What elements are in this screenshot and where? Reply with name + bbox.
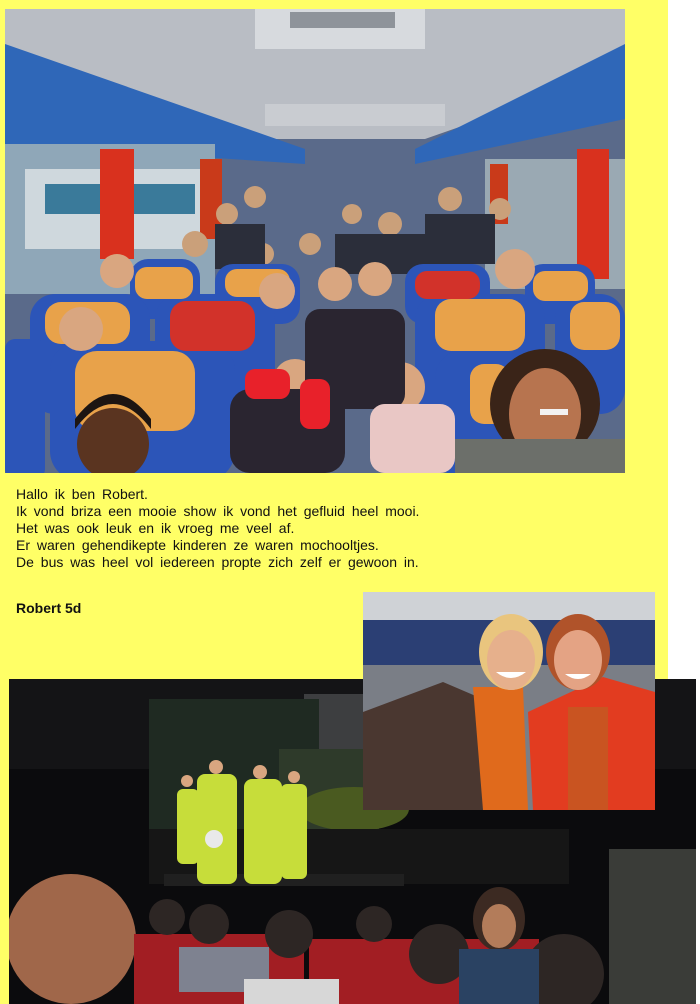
bus-interior-photo — [5, 9, 625, 473]
article-text — [16, 486, 576, 571]
article-line-2: Ik vond briza een mooie show ik vond het gefluid heel mooi. — [16, 503, 420, 519]
signature: Robert 5d — [16, 600, 82, 616]
article-line-3: Het was ook leuk en ik vroeg me veel af. — [16, 520, 295, 536]
article-line-1: Hallo ik ben Robert. — [16, 486, 148, 502]
article-line-4: Er waren gehendikepte kinderen ze waren mochooltjes. — [16, 537, 379, 553]
article-line-5: De bus was heel vol iedereen propte zich zelf er gewoon in. — [16, 554, 419, 570]
two-women-selfie-photo — [363, 592, 655, 810]
